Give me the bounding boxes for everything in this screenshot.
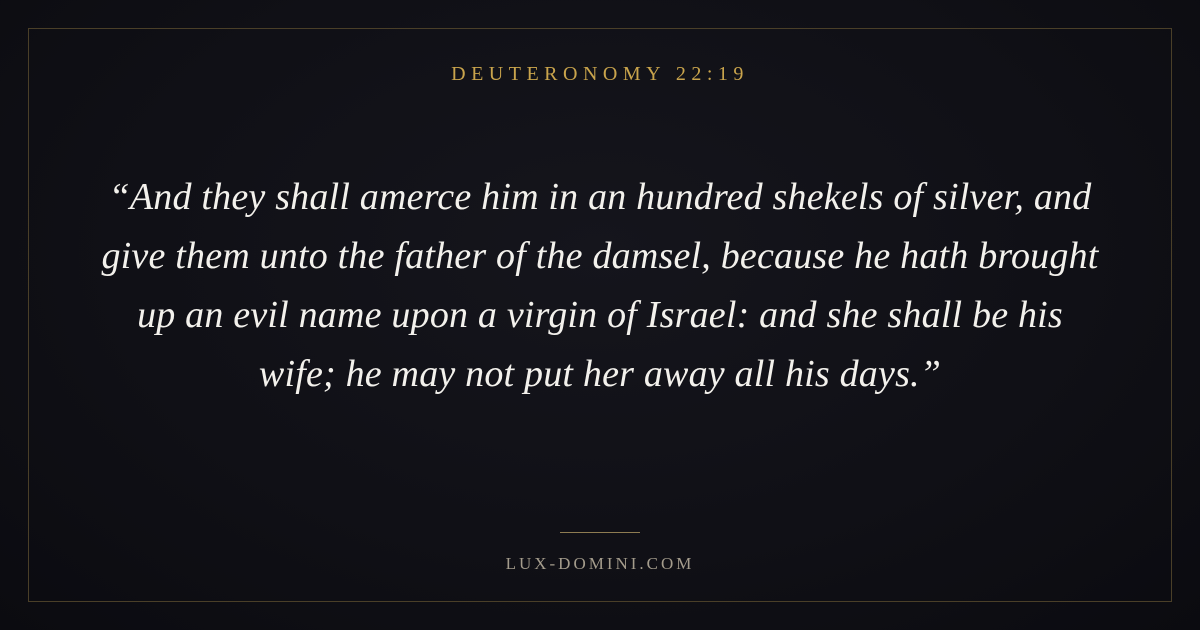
verse-reference: DEUTERONOMY 22:19 (451, 63, 749, 85)
verse-container (100, 168, 1100, 448)
verse-text: “And they shall amerce him in an hundred shekels of silver, and give them unto the father of the damsel, because he hath brought up an evil name upon a virgin of Israel: and she shall be his wife; he may not put her away all his days.” (101, 176, 1099, 395)
site-url: LUX-DOMINI.COM (505, 554, 695, 573)
card-footer (0, 532, 1200, 572)
footer-divider (560, 532, 640, 533)
